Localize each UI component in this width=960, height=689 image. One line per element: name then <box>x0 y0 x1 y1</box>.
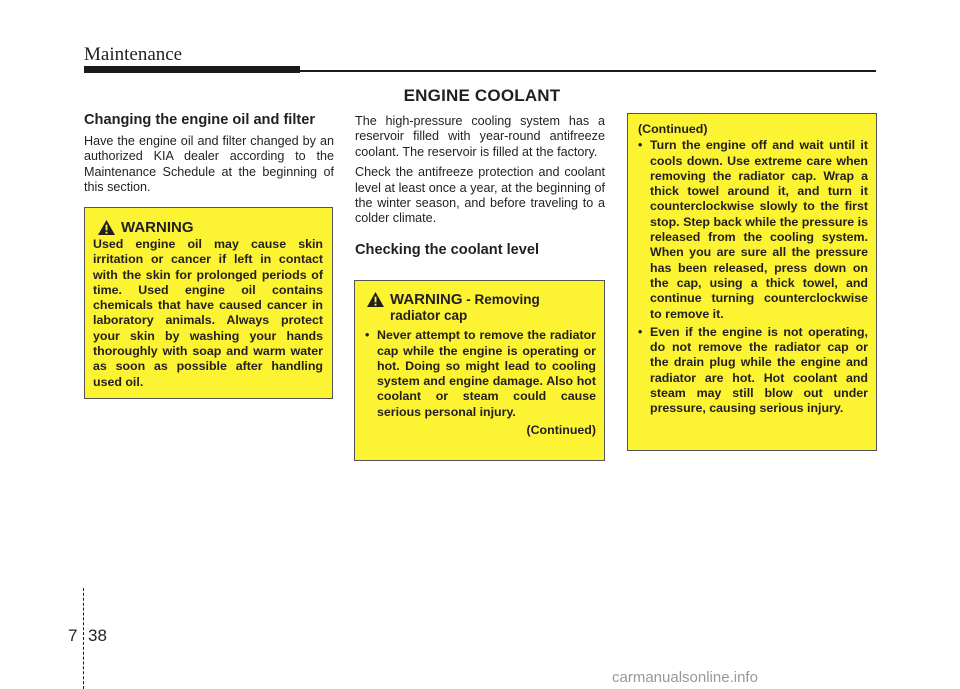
radiator-warning-bullet: • Never attempt to remove the radiator cap while the engine is operating or hot. Doing so might lead to cooling system and engine damage. Also hot coolant or steam could cause serious personal injury. <box>365 328 596 420</box>
continued-warning-list <box>638 138 868 416</box>
radiator-warning-box <box>354 280 605 461</box>
section-title: ENGINE COOLANT <box>403 86 561 105</box>
warning-header <box>97 219 323 236</box>
warning-triangle-icon <box>366 291 385 308</box>
middle-para-1: The high-pressure cooling system has a reservoir filled with year-round antifreeze coolant. The reservoir is filled at the factory. <box>355 114 605 159</box>
left-heading: Changing the engine oil and filter <box>84 112 316 128</box>
middle-para-2: Check the antifreeze protection and coolant level at least once a year, at the beginning of the winter season, and before traveling to a colder climate. <box>355 165 605 226</box>
warning-subtitle-2: radiator cap <box>390 308 468 324</box>
page-number: 38 <box>88 626 107 645</box>
middle-heading: Checking the coolant level <box>355 241 540 258</box>
left-body: Have the engine oil and filter changed by an authorized KIA dealer according to the Maintenance Schedule at the beginning of this section. <box>84 134 334 195</box>
header-rule <box>300 70 876 72</box>
continued-label: (Continued) <box>526 423 596 438</box>
continued-warning-bullet-2: • Even if the engine is not operating, do not remove the radiator cap or the drain plug while the engine and radiator are hot. Hot coolant and steam may still blow out under pressure, causing serious injury. <box>638 325 868 417</box>
continued-label: (Continued) <box>638 122 708 136</box>
left-column <box>84 111 334 201</box>
continued-warning-box <box>627 113 877 451</box>
warning-header <box>366 291 596 324</box>
header-bar <box>84 66 300 73</box>
warning-title <box>390 291 540 324</box>
warning-subtitle-1: - Removing <box>462 292 540 307</box>
header-title: Maintenance <box>84 44 183 65</box>
page-divider <box>83 588 84 689</box>
radiator-warning-list <box>365 328 596 420</box>
chapter-number: 7 <box>68 626 78 645</box>
oil-warning-box <box>84 207 333 399</box>
warning-triangle-icon <box>97 219 116 236</box>
warning-label: WARNING <box>121 219 194 236</box>
middle-column <box>355 114 605 264</box>
warning-label: WARNING <box>390 291 463 308</box>
oil-warning-text: Used engine oil may cause skin irritation or cancer if left in contact with the skin for prolonged periods of time. Used engine oil contains chemicals that have caused cancer in laboratory animals. Always protect your skin by washing your hands thoroughly with soap and warm water as soon as possible after handling used oil. <box>93 237 323 389</box>
continued-warning-bullet-1: • Turn the engine off and wait until it cools down. Use extreme care when removing the radiator cap. Wrap a thick towel around it, and turn it counterclockwise slowly to the first stop. Step back while the pressure is released from the cooling system. When you are sure all the pressure has been released, press down on the cap, using a thick towel, and continue turning counterclockwise to remove it. <box>638 138 868 322</box>
watermark: carmanualsonline.info <box>612 669 758 686</box>
